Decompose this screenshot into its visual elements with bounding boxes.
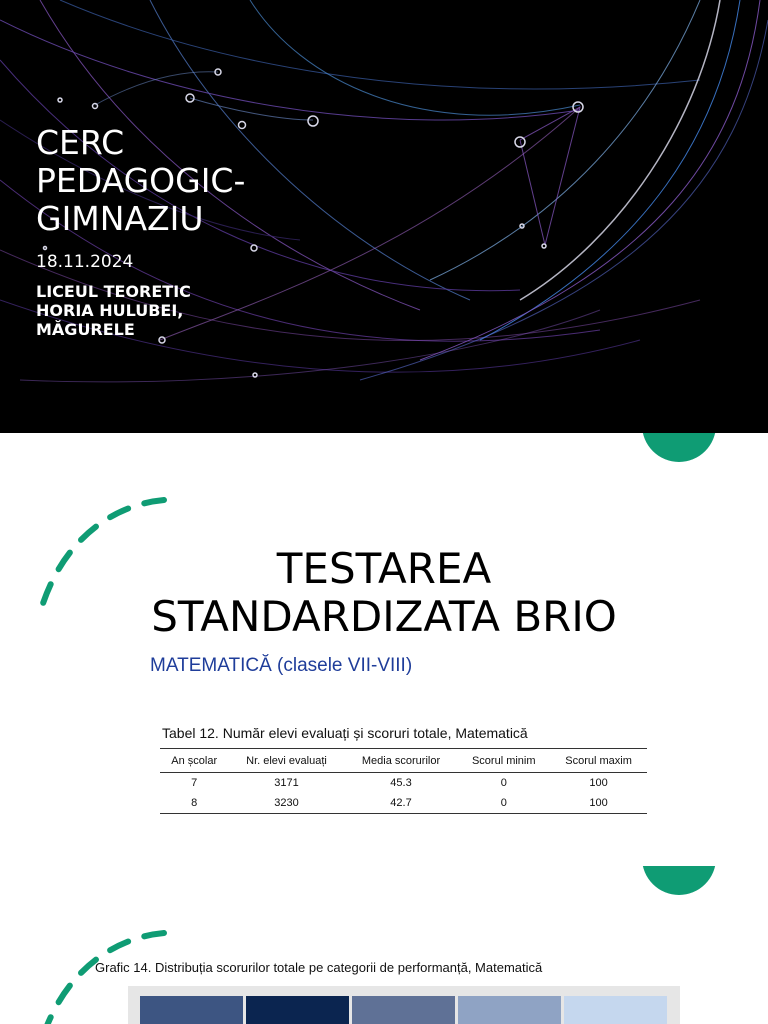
- school-line: LICEUL TEORETIC: [36, 282, 191, 301]
- green-circle-decoration: [642, 433, 716, 462]
- table-cell: 42.7: [345, 793, 458, 814]
- chart-bar: [352, 996, 455, 1024]
- table-cell: 7: [191, 777, 198, 789]
- chart-bar: [246, 996, 349, 1024]
- results-table: [160, 748, 647, 814]
- table-cell: 3230: [228, 793, 344, 814]
- table-cell: 100: [589, 777, 608, 789]
- slide-title: [0, 0, 768, 433]
- title-line: PEDAGOGIC-: [36, 161, 246, 200]
- title-line: STANDARDIZATA BRIO: [151, 592, 617, 641]
- table-row: [160, 773, 647, 794]
- green-circle-decoration: [642, 866, 716, 895]
- column-header: Scorul minim: [457, 749, 550, 773]
- school-line: MĂGURELE: [36, 320, 135, 339]
- column-header: Scorul maxim: [550, 749, 647, 773]
- presentation-title: [36, 124, 245, 238]
- table-cell: 3171: [274, 777, 299, 789]
- title-line: CERC: [36, 123, 125, 162]
- chart-bar: [140, 996, 243, 1024]
- school-name: [36, 282, 276, 339]
- table-caption: Tabel 12. Număr elevi evaluați și scoruri totale, Matematică: [162, 725, 528, 741]
- column-header: Media scorurilor: [345, 749, 458, 773]
- table-cell: 0: [457, 793, 550, 814]
- subject-subtitle: MATEMATICĂ (clasele VII-VIII): [150, 655, 413, 676]
- chart-bar: [458, 996, 561, 1024]
- slide-title: [0, 545, 768, 641]
- column-header: An școlar: [160, 749, 228, 773]
- table-cell: 45.3: [390, 777, 412, 789]
- table-cell: 8: [160, 793, 228, 814]
- chart-caption: Grafic 14. Distribuția scorurilor totale pe categorii de performanță, Matematică: [95, 960, 543, 975]
- slide-distribution-chart: [0, 866, 768, 1024]
- table-header-row: [160, 749, 647, 773]
- title-line: TESTAREA: [276, 544, 492, 593]
- chart-bar: [564, 996, 667, 1024]
- presentation-date: 18.11.2024: [36, 252, 134, 272]
- table-cell: 0: [500, 777, 507, 789]
- table-row: [160, 793, 647, 814]
- title-line: GIMNAZIU: [36, 199, 204, 238]
- school-line: HORIA HULUBEI,: [36, 301, 184, 320]
- slide-test-results: [0, 433, 768, 866]
- distribution-chart: [128, 986, 680, 1024]
- column-header: Nr. elevi evaluați: [228, 749, 344, 773]
- table-cell: 100: [550, 793, 647, 814]
